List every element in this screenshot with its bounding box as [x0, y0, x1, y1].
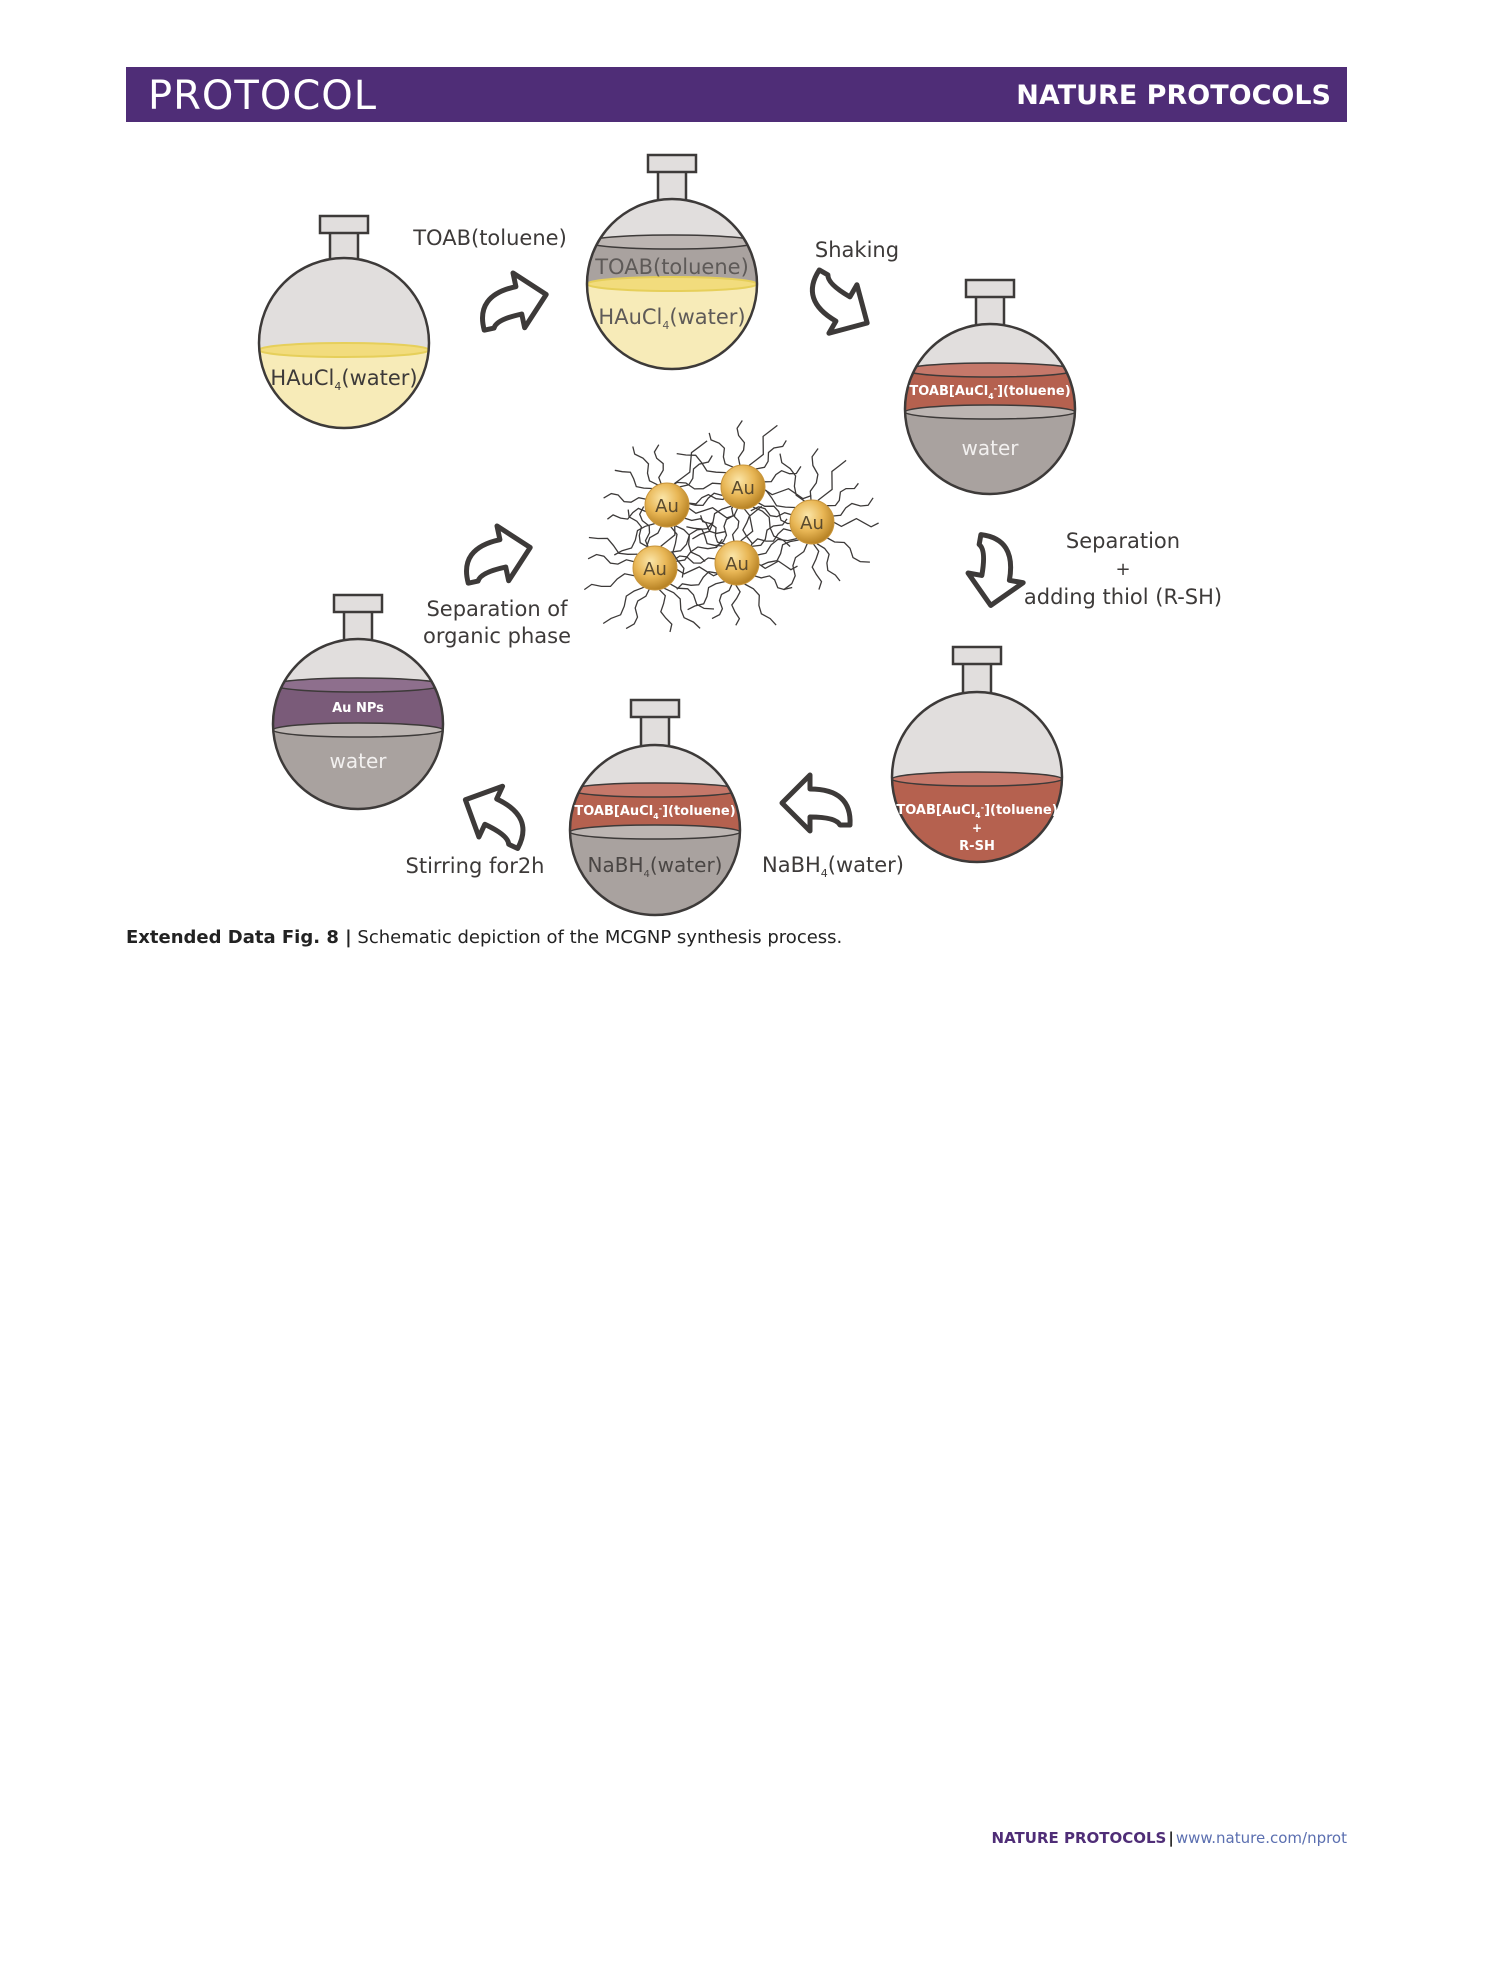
- flask-5-top-label: TOAB[AuCl$_4$-](toluene): [574, 804, 736, 821]
- ligand-chain: [677, 454, 726, 473]
- ligand-chain: [741, 506, 762, 541]
- flask-2-top-label: TOAB(toluene): [595, 255, 749, 279]
- flask-4: [880, 647, 1080, 890]
- ligand-chain: [834, 519, 879, 527]
- ligand-chain: [659, 590, 672, 632]
- step-3-label-line-3: adding thiol (R-SH): [1023, 585, 1223, 609]
- nanoparticle-3: [790, 500, 834, 544]
- footer-url[interactable]: www.nature.com/nprot: [1175, 1829, 1347, 1847]
- arrow-step-3: [963, 534, 1030, 611]
- flask-1: [250, 216, 450, 450]
- ligand-chain: [812, 544, 821, 590]
- ligand-chain: [712, 585, 732, 619]
- flask-4-plus: +: [971, 821, 983, 835]
- arrow-step-2: [794, 265, 881, 348]
- ligand-chain: [584, 574, 634, 590]
- flask-6-bottom-label: water: [329, 749, 387, 773]
- flask-4-top-label: TOAB[AuCl$_4$-](toluene): [896, 803, 1058, 820]
- svg-text:Au: Au: [800, 513, 824, 534]
- step-6-label-line-2: organic phase: [422, 624, 572, 648]
- flask-5: [560, 700, 760, 920]
- step-3-label-line-1: Separation: [1065, 529, 1181, 553]
- step-5-label: Stirring for2h: [405, 854, 545, 878]
- step-6-label-line-1: Separation of: [426, 597, 568, 621]
- nanoparticle-5: [715, 541, 759, 585]
- ligand-chain: [817, 544, 840, 581]
- ligand-chain: [732, 585, 740, 625]
- caption-text: Schematic depiction of the MCGNP synthesis process.: [351, 927, 843, 948]
- ligand-chain: [759, 561, 798, 570]
- footer-journal: NATURE PROTOCOLS: [991, 1829, 1167, 1847]
- section-label: PROTOCOL: [148, 73, 378, 119]
- footer-separator: |: [1168, 1829, 1174, 1847]
- ligand-chain: [737, 421, 744, 466]
- svg-text:Au: Au: [643, 559, 667, 580]
- arrow-step-1: [474, 267, 552, 336]
- arrow-step-5: [454, 774, 539, 854]
- ligand-chain: [818, 460, 846, 500]
- flask-2: [580, 155, 780, 390]
- ligand-chain: [626, 589, 649, 628]
- ligand-chain: [749, 425, 777, 465]
- flask-3: [900, 280, 1100, 532]
- ligand-chain: [588, 555, 634, 565]
- flask-2-bottom-label: HAuCl$_4$(water): [598, 305, 746, 332]
- ligand-chain: [689, 508, 735, 518]
- figure-caption: [126, 927, 842, 948]
- svg-text:Au: Au: [725, 554, 749, 575]
- step-2-label: Shaking: [814, 238, 900, 262]
- ligand-chain: [654, 445, 663, 484]
- nanoparticle-2: [721, 465, 765, 509]
- caption-lead: Extended Data Fig. 8 |: [126, 927, 352, 948]
- flask-3-top-label: TOAB[AuCl$_4$-](toluene): [909, 384, 1071, 401]
- flask-3-bottom-label: water: [961, 436, 1019, 460]
- ligand-chain: [589, 538, 638, 555]
- flask-6-top-label: Au NPs: [332, 701, 384, 716]
- ligand-chain: [810, 449, 818, 500]
- ligand-chain: [604, 494, 646, 503]
- ligand-chain: [751, 507, 791, 517]
- ligand-chain: [780, 454, 805, 502]
- ligand-chain: [745, 584, 777, 625]
- flask-5-bottom-label: NaBH$_4$(water): [587, 853, 723, 880]
- ligand-chain: [615, 470, 652, 488]
- ligand-chain: [709, 433, 733, 467]
- ligand-chain: [686, 527, 722, 546]
- step-1-label: TOAB(toluene): [413, 226, 567, 250]
- step-4-label: NaBH$_4$(water): [762, 853, 904, 880]
- flask-1-bottom-label: HAuCl$_4$(water): [270, 366, 418, 393]
- arrow-step-6: [458, 520, 536, 589]
- page-footer: [992, 1829, 1347, 1847]
- synthesis-diagram: [0, 0, 1489, 920]
- svg-text:Au: Au: [655, 496, 679, 517]
- arrow-step-4: [782, 775, 850, 831]
- flask-4-rsh: R-SH: [959, 839, 995, 854]
- gold-nanoparticle-cluster: [584, 421, 878, 633]
- ligand-chain: [756, 440, 787, 469]
- nanoparticle-4: [633, 546, 677, 590]
- nanoparticle-1: [645, 483, 689, 527]
- step-3-label-line-2: +: [1115, 559, 1131, 580]
- ligand-chain: [685, 518, 725, 533]
- svg-text:Au: Au: [731, 478, 755, 499]
- journal-name: NATURE PROTOCOLS: [1016, 80, 1331, 111]
- ligand-chain: [827, 538, 870, 562]
